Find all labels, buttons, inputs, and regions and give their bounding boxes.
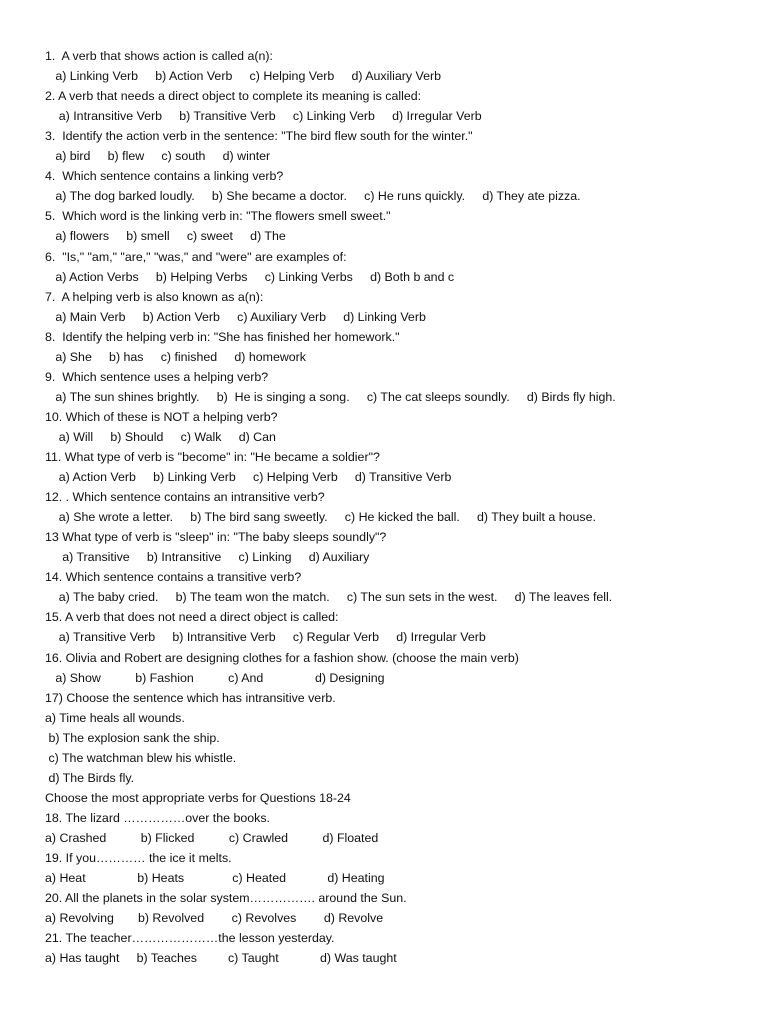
text-line: 12. . Which sentence contains an intransitive verb? — [45, 490, 325, 505]
text-line: 5. Which word is the linking verb in: "The flowers smell sweet." — [45, 209, 391, 224]
text-line: b) The explosion sank the ship. — [45, 730, 220, 745]
text-line: 13 What type of verb is "sleep" in: "The baby sleeps soundly"? — [45, 530, 387, 545]
text-line: a) bird b) flew c) south d) winter — [45, 149, 271, 164]
text-line: a) Transitive Verb b) Intransitive Verb c) Regular Verb d) Irregular Verb — [45, 630, 486, 645]
text-line: 8. Identify the helping verb in: "She has finished her homework." — [45, 329, 400, 344]
text-line: 14. Which sentence contains a transitive verb? — [45, 570, 302, 585]
text-line: 3. Identify the action verb in the sentence: "The bird flew south for the winter." — [45, 129, 473, 144]
text-line: a) Show b) Fashion c) And d) Designing — [45, 670, 385, 685]
text-line: a) Action Verbs b) Helping Verbs c) Linking Verbs d) Both b and c — [45, 269, 455, 284]
text-line: a) Will b) Should c) Walk d) Can — [45, 429, 276, 444]
text-line: 4. Which sentence contains a linking verb? — [45, 169, 284, 184]
text-line: 21. The teacher…………………the lesson yesterday. — [45, 931, 335, 946]
text-line: 9. Which sentence uses a helping verb? — [45, 369, 269, 384]
text-line: 1. A verb that shows action is called a(n): — [45, 49, 273, 63]
text-line: a) Intransitive Verb b) Transitive Verb c) Linking Verb d) Irregular Verb — [45, 109, 482, 124]
text-line: a) Action Verb b) Linking Verb c) Helping Verb d) Transitive Verb — [45, 470, 452, 485]
text-line: a) She b) has c) finished d) homework — [45, 349, 306, 364]
text-line: 6. "Is," "am," "are," "was," and "were" are examples of: — [45, 249, 347, 264]
text-line: a) The dog barked loudly. b) She became a doctor. c) He runs quickly. d) They ate pizza. — [45, 189, 581, 204]
text-line: Choose the most appropriate verbs for Questions 18-24 — [45, 790, 351, 805]
text-line: 11. What type of verb is "become" in: "He became a soldier"? — [45, 450, 380, 464]
text-line: a) Main Verb b) Action Verb c) Auxiliary Verb d) Linking Verb — [45, 309, 426, 324]
text-line: 17) Choose the sentence which has intransitive verb. — [45, 690, 336, 705]
text-line: a) Transitive b) Intransitive c) Linking d) Auxiliary — [45, 550, 370, 565]
text-line: 20. All the planets in the solar system……………. around the Sun. — [45, 891, 407, 906]
text-line: a) Crashed b) Flicked c) Crawled d) Floated — [45, 830, 379, 845]
text-line: a) The sun shines brightly. b) He is singing a song. c) The cat sleeps soundly. d) Birds fly high. — [45, 389, 616, 404]
text-line: a) She wrote a letter. b) The bird sang sweetly. c) He kicked the ball. d) They built a house. — [45, 510, 596, 525]
text-line: a) The baby cried. b) The team won the match. c) The sun sets in the west. d) The leaves fell. — [45, 590, 613, 605]
text-line: a) Has taught b) Teaches c) Taught d) Was taught — [45, 951, 397, 966]
text-line: 2. A verb that needs a direct object to complete its meaning is called: — [45, 89, 422, 104]
text-line: a) Linking Verb b) Action Verb c) Helping Verb d) Auxiliary Verb — [45, 69, 442, 84]
text-line: a) Heat b) Heats c) Heated d) Heating — [45, 871, 385, 886]
text-line: c) The watchman blew his whistle. — [45, 750, 237, 765]
text-line: a) Time heals all wounds. — [45, 710, 185, 725]
text-line: 7. A helping verb is also known as a(n): — [45, 289, 264, 304]
text-line: a) Revolving b) Revolved c) Revolves d) Revolve — [45, 911, 384, 926]
text-line: 19. If you………… the ice it melts. — [45, 851, 232, 865]
text-line: 18. The lizard ……………over the books. — [45, 810, 270, 825]
text-line: d) The Birds fly. — [45, 770, 135, 785]
text-line: 16. Olivia and Robert are designing clothes for a fashion show. (choose the main verb) — [45, 650, 519, 665]
text-line: 15. A verb that does not need a direct object is called: — [45, 610, 339, 625]
text-line: 10. Which of these is NOT a helping verb? — [45, 409, 278, 424]
text-line: a) flowers b) smell c) sweet d) The — [45, 229, 286, 244]
